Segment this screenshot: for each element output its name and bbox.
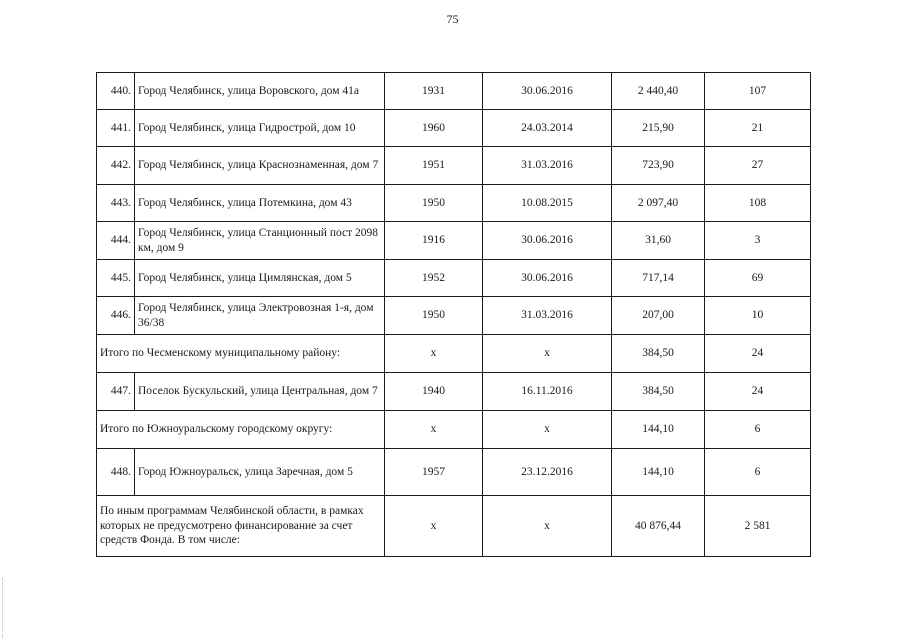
area-cell: 40 876,44 (612, 496, 705, 557)
address-cell: Город Челябинск, улица Потемкина, дом 43 (135, 185, 385, 222)
address-cell: Поселок Бускульский, улица Центральная, дом 7 (135, 373, 385, 411)
date-cell: x (483, 496, 612, 557)
table-row (97, 147, 811, 185)
table-row (97, 373, 811, 411)
table-row (97, 185, 811, 222)
year-cell: 1950 (385, 297, 483, 335)
date-cell: 10.08.2015 (483, 185, 612, 222)
count-cell: 24 (705, 373, 811, 411)
row-number: 444. (97, 222, 135, 260)
year-cell: 1931 (385, 73, 483, 110)
count-cell: 24 (705, 335, 811, 373)
table-total-row (97, 496, 811, 557)
area-cell: 207,00 (612, 297, 705, 335)
table-row (97, 297, 811, 335)
count-cell: 6 (705, 411, 811, 449)
count-cell: 21 (705, 110, 811, 147)
year-cell: x (385, 411, 483, 449)
row-number: 440. (97, 73, 135, 110)
year-cell: 1950 (385, 185, 483, 222)
address-cell: Город Челябинск, улица Гидрострой, дом 10 (135, 110, 385, 147)
date-cell: 31.03.2016 (483, 147, 612, 185)
area-cell: 144,10 (612, 449, 705, 496)
date-cell: 23.12.2016 (483, 449, 612, 496)
date-cell: 31.03.2016 (483, 297, 612, 335)
table-total-row (97, 411, 811, 449)
count-cell: 2 581 (705, 496, 811, 557)
address-cell: Город Челябинск, улица Воровского, дом 41а (135, 73, 385, 110)
date-cell: x (483, 335, 612, 373)
year-cell: 1957 (385, 449, 483, 496)
area-cell: 384,50 (612, 335, 705, 373)
table-row (97, 73, 811, 110)
table-row (97, 110, 811, 147)
area-cell: 144,10 (612, 411, 705, 449)
count-cell: 6 (705, 449, 811, 496)
year-cell: 1940 (385, 373, 483, 411)
address-cell: Город Челябинск, улица Станционный пост 2098 км, дом 9 (135, 222, 385, 260)
count-cell: 3 (705, 222, 811, 260)
total-label-cell: Итого по Чесменскому муниципальному району: (97, 335, 385, 373)
year-cell: 1951 (385, 147, 483, 185)
date-cell: 16.11.2016 (483, 373, 612, 411)
year-cell: 1960 (385, 110, 483, 147)
row-number: 445. (97, 260, 135, 297)
area-cell: 215,90 (612, 110, 705, 147)
total-label-cell: Итого по Южноуральскому городскому округу: (97, 411, 385, 449)
area-cell: 717,14 (612, 260, 705, 297)
address-cell: Город Челябинск, улица Цимлянская, дом 5 (135, 260, 385, 297)
page-number: 75 (446, 12, 459, 26)
date-cell: 30.06.2016 (483, 73, 612, 110)
area-cell: 384,50 (612, 373, 705, 411)
row-number: 442. (97, 147, 135, 185)
address-cell: Город Челябинск, улица Электровозная 1-я, дом 36/38 (135, 297, 385, 335)
year-cell: 1952 (385, 260, 483, 297)
area-cell: 723,90 (612, 147, 705, 185)
address-cell: Город Южноуральск, улица Заречная, дом 5 (135, 449, 385, 496)
year-cell: 1916 (385, 222, 483, 260)
area-cell: 2 097,40 (612, 185, 705, 222)
year-cell: x (385, 335, 483, 373)
row-number: 441. (97, 110, 135, 147)
table-total-row (97, 335, 811, 373)
date-cell: 30.06.2016 (483, 260, 612, 297)
row-number: 448. (97, 449, 135, 496)
table-row (97, 449, 811, 496)
table-row (97, 222, 811, 260)
row-number: 446. (97, 297, 135, 335)
year-cell: x (385, 496, 483, 557)
date-cell: 24.03.2014 (483, 110, 612, 147)
count-cell: 69 (705, 260, 811, 297)
count-cell: 107 (705, 73, 811, 110)
row-number: 447. (97, 373, 135, 411)
address-cell: Город Челябинск, улица Краснознаменная, дом 7 (135, 147, 385, 185)
area-cell: 31,60 (612, 222, 705, 260)
table-row (97, 260, 811, 297)
count-cell: 10 (705, 297, 811, 335)
row-number: 443. (97, 185, 135, 222)
area-cell: 2 440,40 (612, 73, 705, 110)
date-cell: 30.06.2016 (483, 222, 612, 260)
total-label-cell: По иным программам Челябинской области, в рамках которых не предусмотрено финансирование за счет средств Фонда. В том числе: (97, 496, 385, 557)
date-cell: x (483, 411, 612, 449)
count-cell: 108 (705, 185, 811, 222)
count-cell: 27 (705, 147, 811, 185)
housing-registry-table (96, 72, 811, 557)
scan-margin-marks (2, 578, 7, 638)
